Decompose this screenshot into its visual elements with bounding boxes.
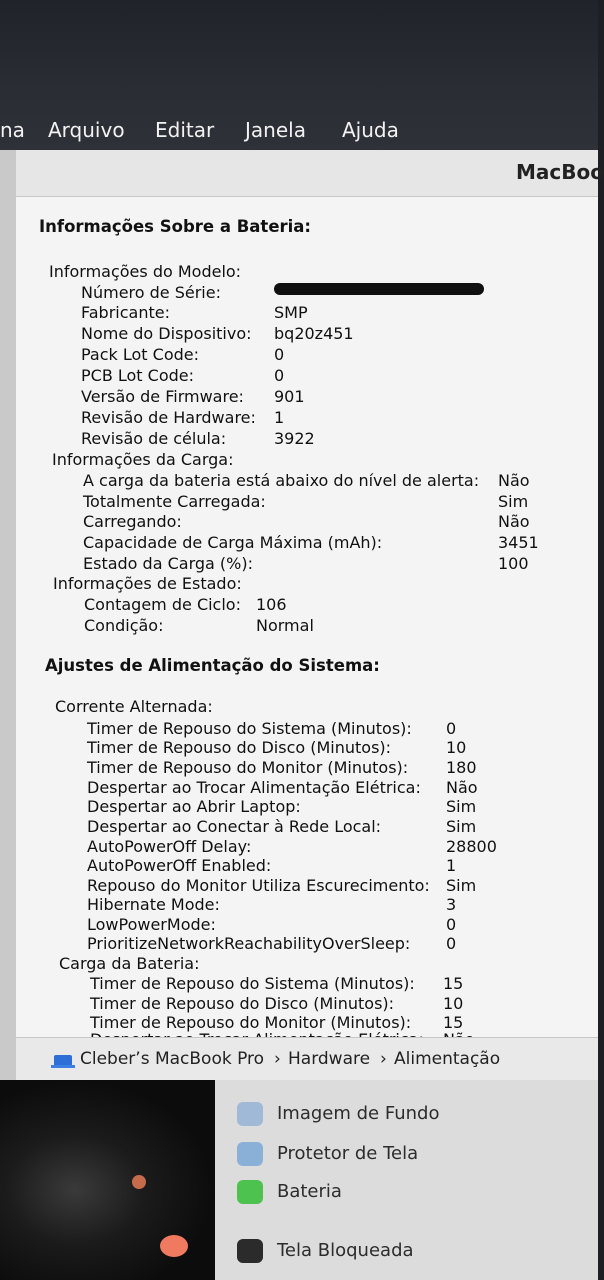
ac-autopoweroff-enabled-value: 1 <box>446 856 457 875</box>
max-capacity-value: 3451 <box>498 533 539 552</box>
batt-disk-sleep-value: 10 <box>443 994 464 1013</box>
ac-wake-lid-open-label: Despertar ao Abrir Laptop: <box>87 797 301 816</box>
menu-bar <box>0 0 598 150</box>
system-settings-sidebar <box>215 1080 598 1280</box>
ac-display-sleep-label: Timer de Repouso do Monitor (Minutos): <box>87 758 409 777</box>
desktop-area <box>0 1080 598 1280</box>
ac-wake-power-change-label: Despertar ao Trocar Alimentação Elétrica: <box>87 778 421 797</box>
hardware-revision-label: Revisão de Hardware: <box>81 408 256 427</box>
model-info-heading: Informações do Modelo: <box>49 262 242 281</box>
ac-system-sleep-value: 0 <box>446 719 457 738</box>
fully-charged-label: Totalmente Carregada: <box>83 492 266 511</box>
menu-help[interactable]: Ajuda <box>342 118 399 142</box>
battery-info-heading: Informações Sobre a Bateria: <box>39 217 312 236</box>
ac-autopoweroff-delay-value: 28800 <box>446 837 497 856</box>
sidebar-item-screensaver[interactable] <box>237 1140 557 1170</box>
ac-wake-lid-open-value: Sim <box>446 797 477 816</box>
below-alert-label: A carga da bateria está abaixo do nível de alerta: <box>83 471 480 490</box>
max-capacity-label: Capacidade de Carga Máxima (mAh): <box>83 533 383 552</box>
firmware-value: 901 <box>274 387 305 406</box>
state-info-heading: Informações de Estado: <box>53 574 242 593</box>
ac-wake-lan-label: Despertar ao Conectar à Rede Local: <box>87 817 382 836</box>
charge-info-heading: Informações da Carga: <box>52 450 234 469</box>
ac-prioritize-network-label: PrioritizeNetworkReachabilityOverSleep: <box>87 934 411 953</box>
window-title: MacBoo <box>516 160 604 184</box>
ac-wake-power-change-value: Não <box>446 778 478 797</box>
path-bar <box>16 1037 598 1081</box>
info-detail-pane <box>16 197 598 1037</box>
cell-revision-value: 3922 <box>274 429 315 448</box>
charge-state-value: 100 <box>498 554 529 573</box>
cycle-count-value: 106 <box>256 595 287 614</box>
serial-number-redaction <box>274 283 484 295</box>
battery-icon <box>237 1180 263 1204</box>
window-sidebar-edge <box>0 150 16 1080</box>
ac-lowpowermode-label: LowPowerMode: <box>87 915 216 934</box>
charging-label: Carregando: <box>83 512 182 531</box>
condition-label: Condição: <box>84 616 164 635</box>
path-separator-2: › <box>380 1049 387 1069</box>
batt-disk-sleep-label: Timer de Repouso do Disco (Minutos): <box>90 994 395 1013</box>
lock-icon <box>237 1239 263 1263</box>
ac-system-sleep-label: Timer de Repouso do Sistema (Minutos): <box>87 719 412 738</box>
condition-value: Normal <box>256 616 314 635</box>
below-alert-value: Não <box>498 471 530 490</box>
ac-autopoweroff-enabled-label: AutoPowerOff Enabled: <box>87 856 272 875</box>
path-separator-1: › <box>274 1049 281 1069</box>
ac-prioritize-network-value: 0 <box>446 934 457 953</box>
ac-display-sleep-value: 180 <box>446 758 477 777</box>
hardware-revision-value: 1 <box>274 408 285 427</box>
ac-lowpowermode-value: 0 <box>446 915 457 934</box>
pack-lot-value: 0 <box>274 345 285 364</box>
manufacturer-value: SMP <box>274 303 308 322</box>
charge-state-label: Estado da Carga (%): <box>83 554 253 573</box>
manufacturer-label: Fabricante: <box>81 303 170 322</box>
batt-system-sleep-value: 15 <box>443 974 464 993</box>
fully-charged-value: Sim <box>498 492 529 511</box>
sidebar-item-label: Tela Bloqueada <box>277 1240 414 1261</box>
screensaver-icon <box>237 1142 263 1166</box>
ac-display-dim-value: Sim <box>446 876 477 895</box>
wallpaper-light-spot <box>132 1175 146 1189</box>
charging-value: Não <box>498 512 530 531</box>
sidebar-item-label: Protetor de Tela <box>277 1143 419 1164</box>
batt-display-sleep-label: Timer de Repouso do Monitor (Minutos): <box>90 1013 412 1032</box>
ac-hibernate-mode-label: Hibernate Mode: <box>87 895 220 914</box>
ac-disk-sleep-label: Timer de Repouso do Disco (Minutos): <box>87 738 392 757</box>
sidebar-item-lock-screen[interactable] <box>237 1237 557 1267</box>
pcb-lot-value: 0 <box>274 366 285 385</box>
sidebar-item-battery[interactable] <box>237 1178 557 1208</box>
sidebar-item-wallpaper[interactable] <box>237 1100 557 1130</box>
path-power[interactable]: Alimentação <box>394 1049 501 1069</box>
wallpaper-light-spot <box>160 1235 188 1257</box>
pack-lot-label: Pack Lot Code: <box>81 345 200 364</box>
desktop-wallpaper <box>0 1080 215 1280</box>
ac-disk-sleep-value: 10 <box>446 738 467 757</box>
path-hardware[interactable]: Hardware <box>288 1049 371 1069</box>
sidebar-item-label: Imagem de Fundo <box>277 1103 440 1124</box>
window-titlebar[interactable] <box>16 150 604 197</box>
power-settings-heading: Ajustes de Alimentação do Sistema: <box>45 656 380 675</box>
pcb-lot-label: PCB Lot Code: <box>81 366 195 385</box>
menu-edit[interactable]: Editar <box>155 118 215 142</box>
menu-window[interactable]: Janela <box>245 118 306 142</box>
menu-app-name[interactable]: na <box>0 118 25 142</box>
serial-label: Número de Série: <box>81 283 221 302</box>
wallpaper-icon <box>237 1102 263 1126</box>
ac-autopoweroff-delay-label: AutoPowerOff Delay: <box>87 837 252 856</box>
ac-wake-lan-value: Sim <box>446 817 477 836</box>
sidebar-item-label: Bateria <box>277 1181 342 1202</box>
ac-hibernate-mode-value: 3 <box>446 895 457 914</box>
menu-file[interactable]: Arquivo <box>48 118 125 142</box>
cycle-count-label: Contagem de Ciclo: <box>84 595 241 614</box>
ac-power-heading: Corrente Alternada: <box>55 697 213 716</box>
batt-display-sleep-value: 15 <box>443 1013 464 1032</box>
cell-revision-label: Revisão de célula: <box>81 429 227 448</box>
battery-power-heading: Carga da Bateria: <box>59 954 200 973</box>
system-information-window <box>0 150 604 1080</box>
firmware-label: Versão de Firmware: <box>81 387 244 406</box>
device-name-value: bq20z451 <box>274 324 354 343</box>
device-name-label: Nome do Dispositivo: <box>81 324 252 343</box>
ac-display-dim-label: Repouso do Monitor Utiliza Escurecimento: <box>87 876 430 895</box>
laptop-icon <box>54 1055 72 1065</box>
path-device[interactable]: Cleber’s MacBook Pro <box>80 1049 265 1069</box>
batt-system-sleep-label: Timer de Repouso do Sistema (Minutos): <box>90 974 415 993</box>
